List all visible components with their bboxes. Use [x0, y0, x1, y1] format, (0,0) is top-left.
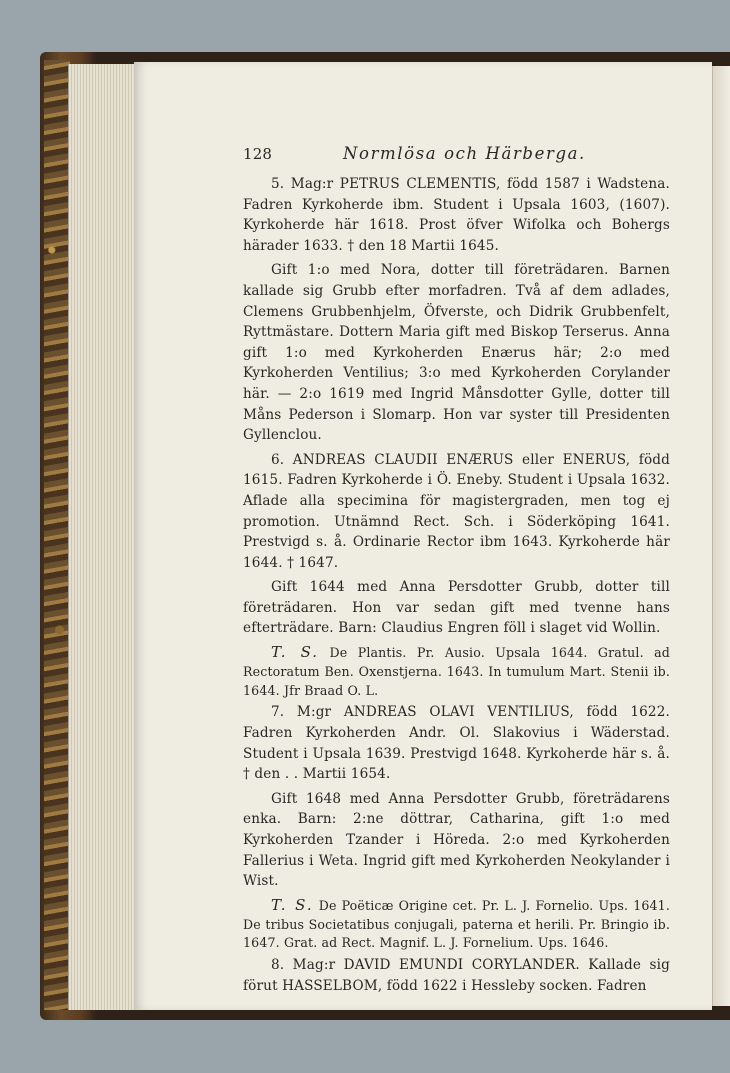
- running-header: [243, 144, 670, 170]
- note-text: De Plantis. Pr. Ausio. Upsala 1644. Gratul. ad Rectoratum Ben. Oxenstjerna. 1643. In tumulum Mart. Stenii ib. 1644. Jfr Braad O. L.: [243, 645, 670, 698]
- note-label: T. S.: [271, 895, 314, 914]
- marbled-edge: [44, 60, 70, 1010]
- facing-page-edge: [712, 66, 730, 1006]
- page-text: [243, 144, 670, 996]
- page-stack: [68, 64, 141, 1010]
- entry-6: 6. ANDREAS CLAUDII ENÆRUS eller ENERUS, född 1615. Fadren Kyrkoherde i Ö. Eneby. Student i Upsala 1632. Aflade alla specimina för magistergraden, men tog ej promotion. Utnämnd Rect. Sch. i Söderköping 1641. Prestvigd s. å. Ordinarie Rector ibm 1643. Kyrkoherde här 1644. † 1647.: [243, 451, 670, 571]
- entry-5-family: Gift 1:o med Nora, dotter till företrädaren. Barnen kallade sig Grubb efter morfadren. Två af dem adlades, Clemens Grubbenhjelm, Öfverste, och Didrik Grubbenfelt, Ryttmästare. Dottern Maria gift med Biskop Terserus. Anna gift 1:o med Kyrkoherden Enærus här; 2:o med Kyrkoherden Ventilius; 3:o med Kyrkoherden Corylander här. — 2:o 1619 med Ingrid Månsdotter Gylle, dotter till Måns Pederson i Slomarp. Hon var syster till Presidenten Gyllenclou.: [243, 262, 670, 444]
- note-entry-7: [243, 896, 670, 953]
- entry-8: 8. Mag:r DAVID EMUNDI CORYLANDER. Kallade sig förut HASSELBOM, född 1622 i Hessleby socken. Fadren: [243, 957, 670, 994]
- entry-7: 7. M:gr ANDREAS OLAVI VENTILIUS, född 1622. Fadren Kyrkoherden Andr. Ol. Slakovius i Wäderstad. Student i Upsala 1639. Prestvigd 1648. Kyrkoherde här s. å. † den . . Martii 1654.: [243, 704, 670, 783]
- note-label: T. S.: [271, 643, 320, 662]
- entry-5: 5. Mag:r PETRUS CLEMENTIS, född 1587 i Wadstena. Fadren Kyrkoherde ibm. Student i Upsala 1603, (1607). Kyrkoherde här 1618. Prost öfver Wifolka och Bohergs härader 1633. † den 18 Martii 1645.: [243, 176, 670, 254]
- entry-6-family: Gift 1644 med Anna Persdotter Grubb, dotter till företrädaren. Hon var sedan gift med tvenne hans efterträdare. Barn: Claudius Engren föll i slaget vid Wollin.: [243, 579, 670, 637]
- note-text: De Poëticæ Origine cet. Pr. L. J. Fornelio. Ups. 1641. De tribus Societatibus conjugali, paterna et herili. Pr. Bringio ib. 1647. Grat. ad Rect. Magnif. L. J. Fornelium. Ups. 1646.: [243, 897, 670, 951]
- running-title: Normlösa och Härberga.: [343, 144, 586, 163]
- page-number: 128: [243, 145, 273, 163]
- note-entry-6: [243, 643, 670, 700]
- entry-7-family: Gift 1648 med Anna Persdotter Grubb, företrädarens enka. Barn: 2:ne döttrar, Catharina, gift 1:o med Kyrkoherden Tzander i Höreda. 2:o med Kyrkoherden Fallerius i Weta. Ingrid gift med Kyrkoherden Neokylander i Wist.: [243, 790, 670, 890]
